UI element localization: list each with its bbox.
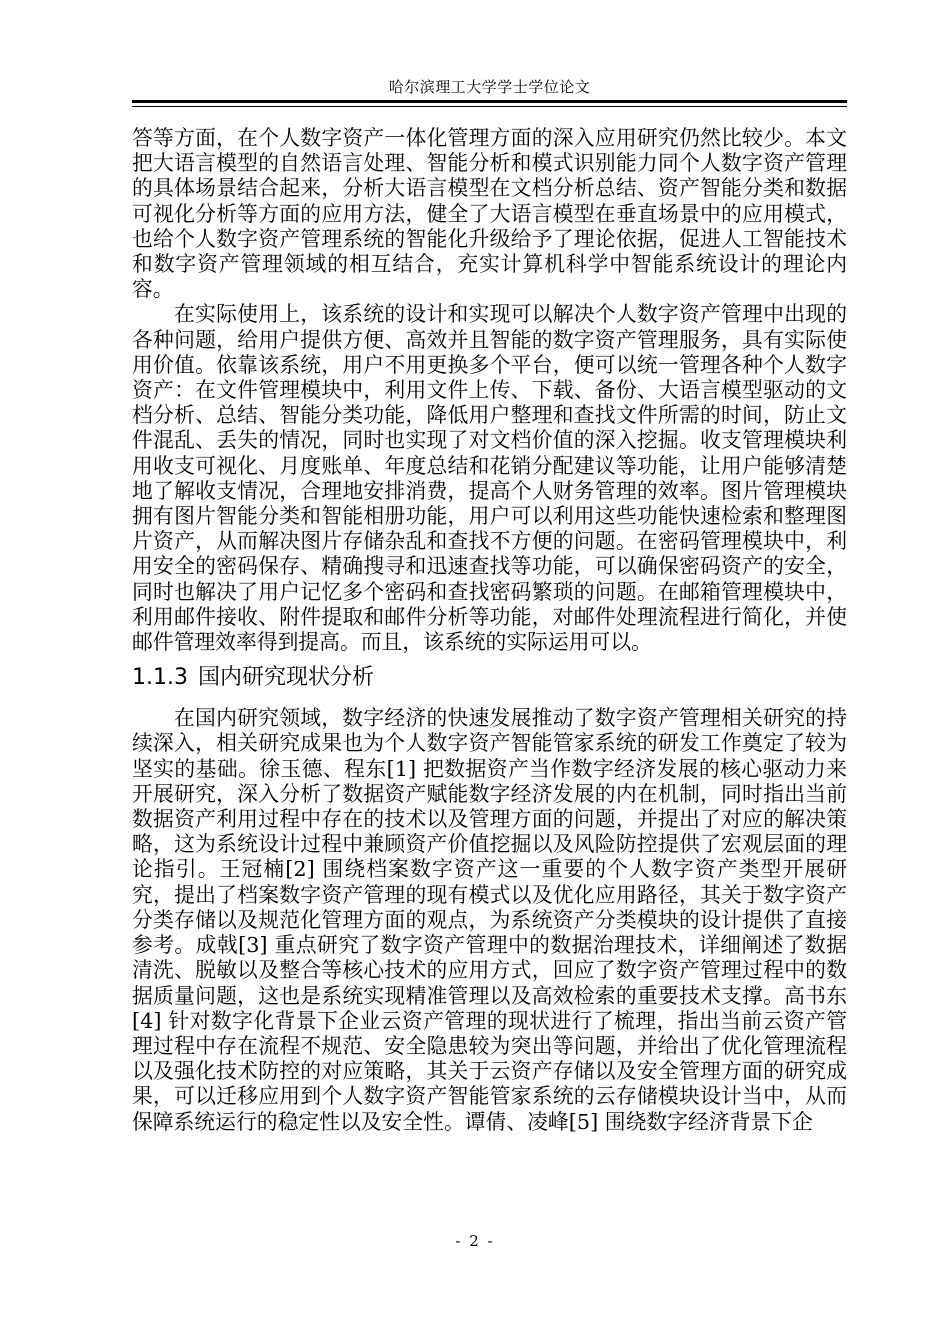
header-rule-thin <box>132 106 847 107</box>
main-content <box>132 126 847 1135</box>
paragraph-domestic-research: 在国内研究领域，数字经济的快速发展推动了数字资产管理相关研究的持续深入，相关研究成果也为个人数字资产智能管家系统的研发工作奠定了较为坚实的基础。徐玉德、程东[1] 把数据资产当作数字经济发展的核心驱动力来开展研究，深入分析了数据资产赋能数字经济发展的内在机制，同时指出当前数据资产利用过程中存在的技术以及管理方面的问题，并提出了对应的解决策略，这为系统设计过程中兼顾资产价值挖掘以及风险防控提供了宏观层面的理论指引。王冠楠[2] 围绕档案数字资产这一重要的个人数字资产类型开展研究，提出了档案数字资产管理的现有模式以及优化应用路径，其关于数字资产分类存储以及规范化管理方面的观点，为系统资产分类模块的设计提供了直接参考。成戟[3] 重点研究了数字资产管理中的数据治理技术，详细阐述了数据清洗、脱敏以及整合等核心技术的应用方式，回应了数字资产管理过程中的数据质量问题，这也是系统实现精准管理以及高效检索的重要技术支撑。高书东[4] 针对数字化背景下企业云资产管理的现状进行了梳理，指出当前云资产管理过程中存在流程不规范、安全隐患较为突出等问题，并给出了优化管理流程以及强化技术防控的对应策略，其关于云资产存储以及安全管理方面的研究成果，可以迁移应用到个人数字资产智能管家系统的云存储模块设计当中，从而保障系统运行的稳定性以及安全性。谭倩、凌峰[5] 围绕数字经济背景下企 <box>132 706 847 1134</box>
section-title: 国内研究现状分析 <box>197 665 374 691</box>
running-header: 哈尔滨理工大学学士学位论文 <box>388 78 591 96</box>
paragraph-continued: 答等方面，在个人数字资产一体化管理方面的深入应用研究仍然比较少。本文把大语言模型的自然语言处理、智能分析和模式识别能力同个人数字资产管理的具体场景结合起来，分析大语言模型在文档分析总结、资产智能分类和数据可视化分析等方面的应用方法，健全了大语言模型在垂直场景中的应用模式，也给个人数字资产管理系统的智能化升级给予了理论依据，促进人工智能技术和数字资产管理领域的相互结合，充实计算机科学中智能系统设计的理论内容。 <box>132 126 847 302</box>
paragraph-practical-use: 在实际使用上，该系统的设计和实现可以解决个人数字资产管理中出现的各种问题，给用户提供方便、高效并且智能的数字资产管理服务，具有实际使用价值。依靠该系统，用户不用更换多个平台，便可以统一管理各种个人数字资产：在文件管理模块中，利用文件上传、下载、备份、大语言模型驱动的文档分析、总结、智能分类功能，降低用户整理和查找文件所需的时间，防止文件混乱、丢失的情况，同时也实现了对文档价值的深入挖掘。收支管理模块利用收支可视化、月度账单、年度总结和花销分配建议等功能，让用户能够清楚地了解收支情况，合理地安排消费，提高个人财务管理的效率。图片管理模块拥有图片智能分类和智能相册功能，用户可以利用这些功能快速检索和整理图片资产，从而解决图片存储杂乱和查找不方便的问题。在密码管理模块中，利用安全的密码保存、精确搜寻和迅速查找等功能，可以确保密码资产的安全，同时也解决了用户记忆多个密码和查找密码繁琐的问题。在邮箱管理模块中，利用邮件接收、附件提取和邮件分析等功能，对邮件处理流程进行简化，并使邮件管理效率得到提高。而且，该系统的实际运用可以。 <box>132 302 847 655</box>
header-rule-thick <box>132 100 847 103</box>
section-number: 1.1.3 <box>132 665 188 691</box>
page-number: - 2 - <box>455 1232 495 1250</box>
section-heading <box>132 660 847 706</box>
